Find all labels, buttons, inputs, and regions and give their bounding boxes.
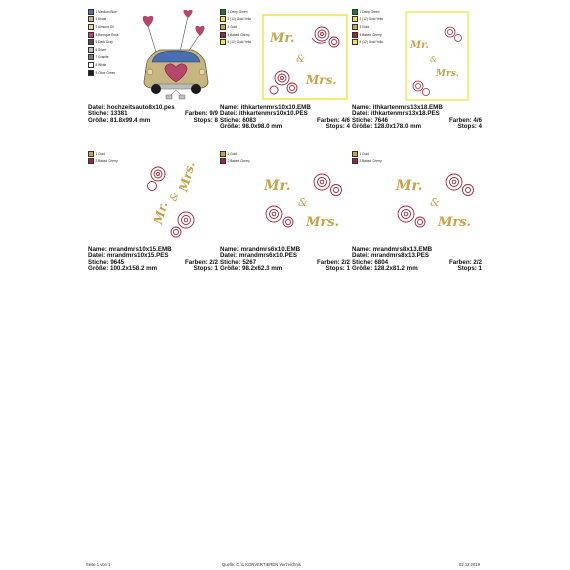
legend-row [88,158,128,166]
legend-label: 4 Baroque Rose [95,32,119,37]
info-row: Name: mrandmrs8x13.EMB [352,246,433,253]
design-preview [220,150,350,245]
color-legend [220,8,260,46]
color-swatch [352,24,358,30]
legend-label: 5 Dark Gray [95,40,113,45]
legend-row [88,61,128,69]
svg-text:Mrs.: Mrs. [438,215,472,230]
legend-label: 2 (12) Gold Yello [227,17,252,22]
footer-page-number: Seite 1 von 1 [86,562,111,567]
svg-text:Mrs.: Mrs. [436,69,459,79]
legend-label: 9 Olive Green [95,70,116,75]
legend-row [220,16,260,24]
mr-mrs-tall-card-illustration [404,10,470,102]
color-swatch [220,16,226,22]
mr-mrs-vertical-illustration [140,152,206,244]
design-info [88,105,218,124]
legend-label: 3 Gold [359,24,369,29]
color-legend [352,8,392,46]
legend-label: 2 (12) Gold Yello [359,17,384,22]
svg-text:Mr.: Mr. [264,178,291,194]
info-row: Datei: ithkartenmrs13x18.PES [352,110,440,118]
info-row: Datei: mrandmrs6x10.PES [220,252,298,260]
info-row: Stiche: 6083 Farben: 4/6 [220,116,350,124]
color-swatch [88,54,94,60]
color-swatch [220,9,226,15]
info-row: Größe: 98.2x62.3 mm Stops: 1 [220,265,350,273]
svg-text:&: & [168,191,182,203]
legend-row [88,46,128,54]
info-row: Größe: 98.0x98.0 mm Stops: 4 [220,123,350,131]
legend-label: 4 Baked Cherry [227,32,250,37]
legend-row [352,23,392,31]
design-info [220,105,350,131]
info-row: Datei: mrandmrs10x15.PES [88,252,169,260]
legend-label: 1 Deep Green [227,9,248,14]
design-preview [352,8,482,103]
design-preview [88,8,218,103]
design-card-ithkarten-13x18 [352,8,482,131]
svg-text:&: & [430,196,440,209]
design-preview [88,150,218,245]
color-swatch [220,151,226,157]
design-card-hochzeitsauto [88,8,218,124]
svg-text:Mrs.: Mrs. [306,73,337,87]
legend-label: 1 Gold [95,151,105,156]
info-row: Stiche: 7646 Farben: 4/6 [352,116,482,124]
design-card-ithkarten-10x10 [220,8,350,131]
legend-label: 7 Granite [95,55,109,60]
color-swatch [352,151,358,157]
legend-label: 5 (12) Gold Yello [227,40,252,45]
legend-label: 1 Deep Green [359,9,380,14]
info-row: Stiche: 6804 Farben: 2/2 [352,258,482,266]
design-card-mrandmrs-6x10 [220,150,350,273]
info-row: Stiche: 9645 Farben: 2/2 [88,258,218,266]
design-card-mrandmrs-8x13 [352,150,482,273]
wedding-car-illustration [136,10,216,102]
footer-date: 02.12.2019 [459,562,480,567]
legend-row [220,158,260,166]
info-row: Name: mrandmrs10x15.EMB [88,246,172,253]
info-row: Stiche: 13381 Farben: 9/9 [88,110,218,118]
color-swatch [352,158,358,164]
legend-row [88,54,128,62]
legend-row [88,23,128,31]
info-row: Stiche: 5267 Farben: 2/2 [220,258,350,266]
info-row: Größe: 81.8x99.4 mm Stops: 8 [88,116,218,124]
color-legend [352,150,392,165]
design-info [352,105,482,131]
legend-row [352,8,392,16]
color-swatch [352,16,358,22]
legend-label: 2 Baked Cherry [95,159,118,164]
color-swatch [88,62,94,68]
legend-label: 3 Almond Oil [95,24,114,29]
legend-row [220,8,260,16]
legend-row [220,31,260,39]
info-row: Datei: ithkartenmrs10x10.PES [220,110,308,118]
svg-text:Mrs.: Mrs. [306,215,340,230]
legend-row [220,150,260,158]
legend-row [88,69,128,77]
legend-label: 5 (12) Gold Yello [359,40,384,45]
design-info [220,247,350,273]
legend-row [352,38,392,46]
color-swatch [88,70,94,76]
info-row: Datei: hochzeitsauto8x10.pes [88,104,175,111]
legend-row [88,31,128,39]
footer-source-path: Quelle: C:\1 KONVERTIEREN Verzeichnis [222,562,301,567]
color-swatch [352,32,358,38]
color-swatch [88,16,94,22]
mr-mrs-horizontal-illustration [392,164,482,234]
color-swatch [88,47,94,53]
design-card-mrandmrs-10x15 [88,150,218,273]
color-swatch [88,32,94,38]
color-swatch [220,39,226,45]
info-row: Name: ithkartenmrs13x18.EMB [352,104,443,111]
color-swatch [88,24,94,30]
legend-row [88,8,128,16]
design-info [352,247,482,273]
legend-label: 2 Khaki [95,17,107,22]
mr-mrs-square-card-illustration [260,12,350,102]
mr-mrs-horizontal-illustration [260,164,350,234]
legend-label: 4 Baked Cherry [359,32,382,37]
color-swatch [220,158,226,164]
legend-row [352,158,392,166]
svg-text:Mrs.: Mrs. [176,160,198,194]
legend-row [220,23,260,31]
legend-row [352,150,392,158]
color-swatch [88,9,94,15]
info-row: Größe: 128.0x178.0 mm Stops: 4 [352,123,482,131]
legend-row [352,31,392,39]
legend-row [88,16,128,24]
legend-label: 2 Baked Cherry [227,159,250,164]
info-row: Name: ithkartenmrs10x10.EMB [220,104,311,111]
legend-row [352,16,392,24]
color-swatch [88,39,94,45]
design-info [88,247,218,273]
info-row: Datei: mrandmrs8x13.PES [352,252,430,260]
color-legend [220,150,260,165]
design-preview [220,8,350,103]
info-row: Name: mrandmrs6x10.EMB [220,246,301,253]
color-swatch [352,39,358,45]
svg-text:Mr.: Mr. [396,178,423,194]
color-swatch [88,151,94,157]
legend-label: 1 Gold [227,151,237,156]
svg-text:&: & [430,55,438,64]
legend-label: 6 Silver [95,47,107,52]
color-legend [88,8,128,76]
design-preview [352,150,482,245]
svg-text:&: & [296,54,305,65]
legend-row [220,38,260,46]
color-swatch [220,32,226,38]
legend-label: 3 Gold [227,24,237,29]
legend-label: 1 Gold [359,151,369,156]
svg-text:&: & [298,196,308,209]
info-row: Größe: 100.2x158.2 mm Stops: 1 [88,265,218,273]
svg-text:Mr.: Mr. [151,200,171,226]
legend-label: 2 Baked Cherry [359,159,382,164]
color-swatch [88,158,94,164]
svg-text:Mr.: Mr. [410,40,429,51]
color-swatch [220,24,226,30]
svg-text:Mr.: Mr. [270,31,295,46]
info-row: Größe: 128.2x81.2 mm Stops: 1 [352,265,482,273]
legend-row [88,150,128,158]
legend-row [88,38,128,46]
color-legend [88,150,128,165]
legend-label: 1 Medium Blue [95,9,117,14]
color-swatch [352,9,358,15]
legend-label: 8 White [95,62,107,67]
